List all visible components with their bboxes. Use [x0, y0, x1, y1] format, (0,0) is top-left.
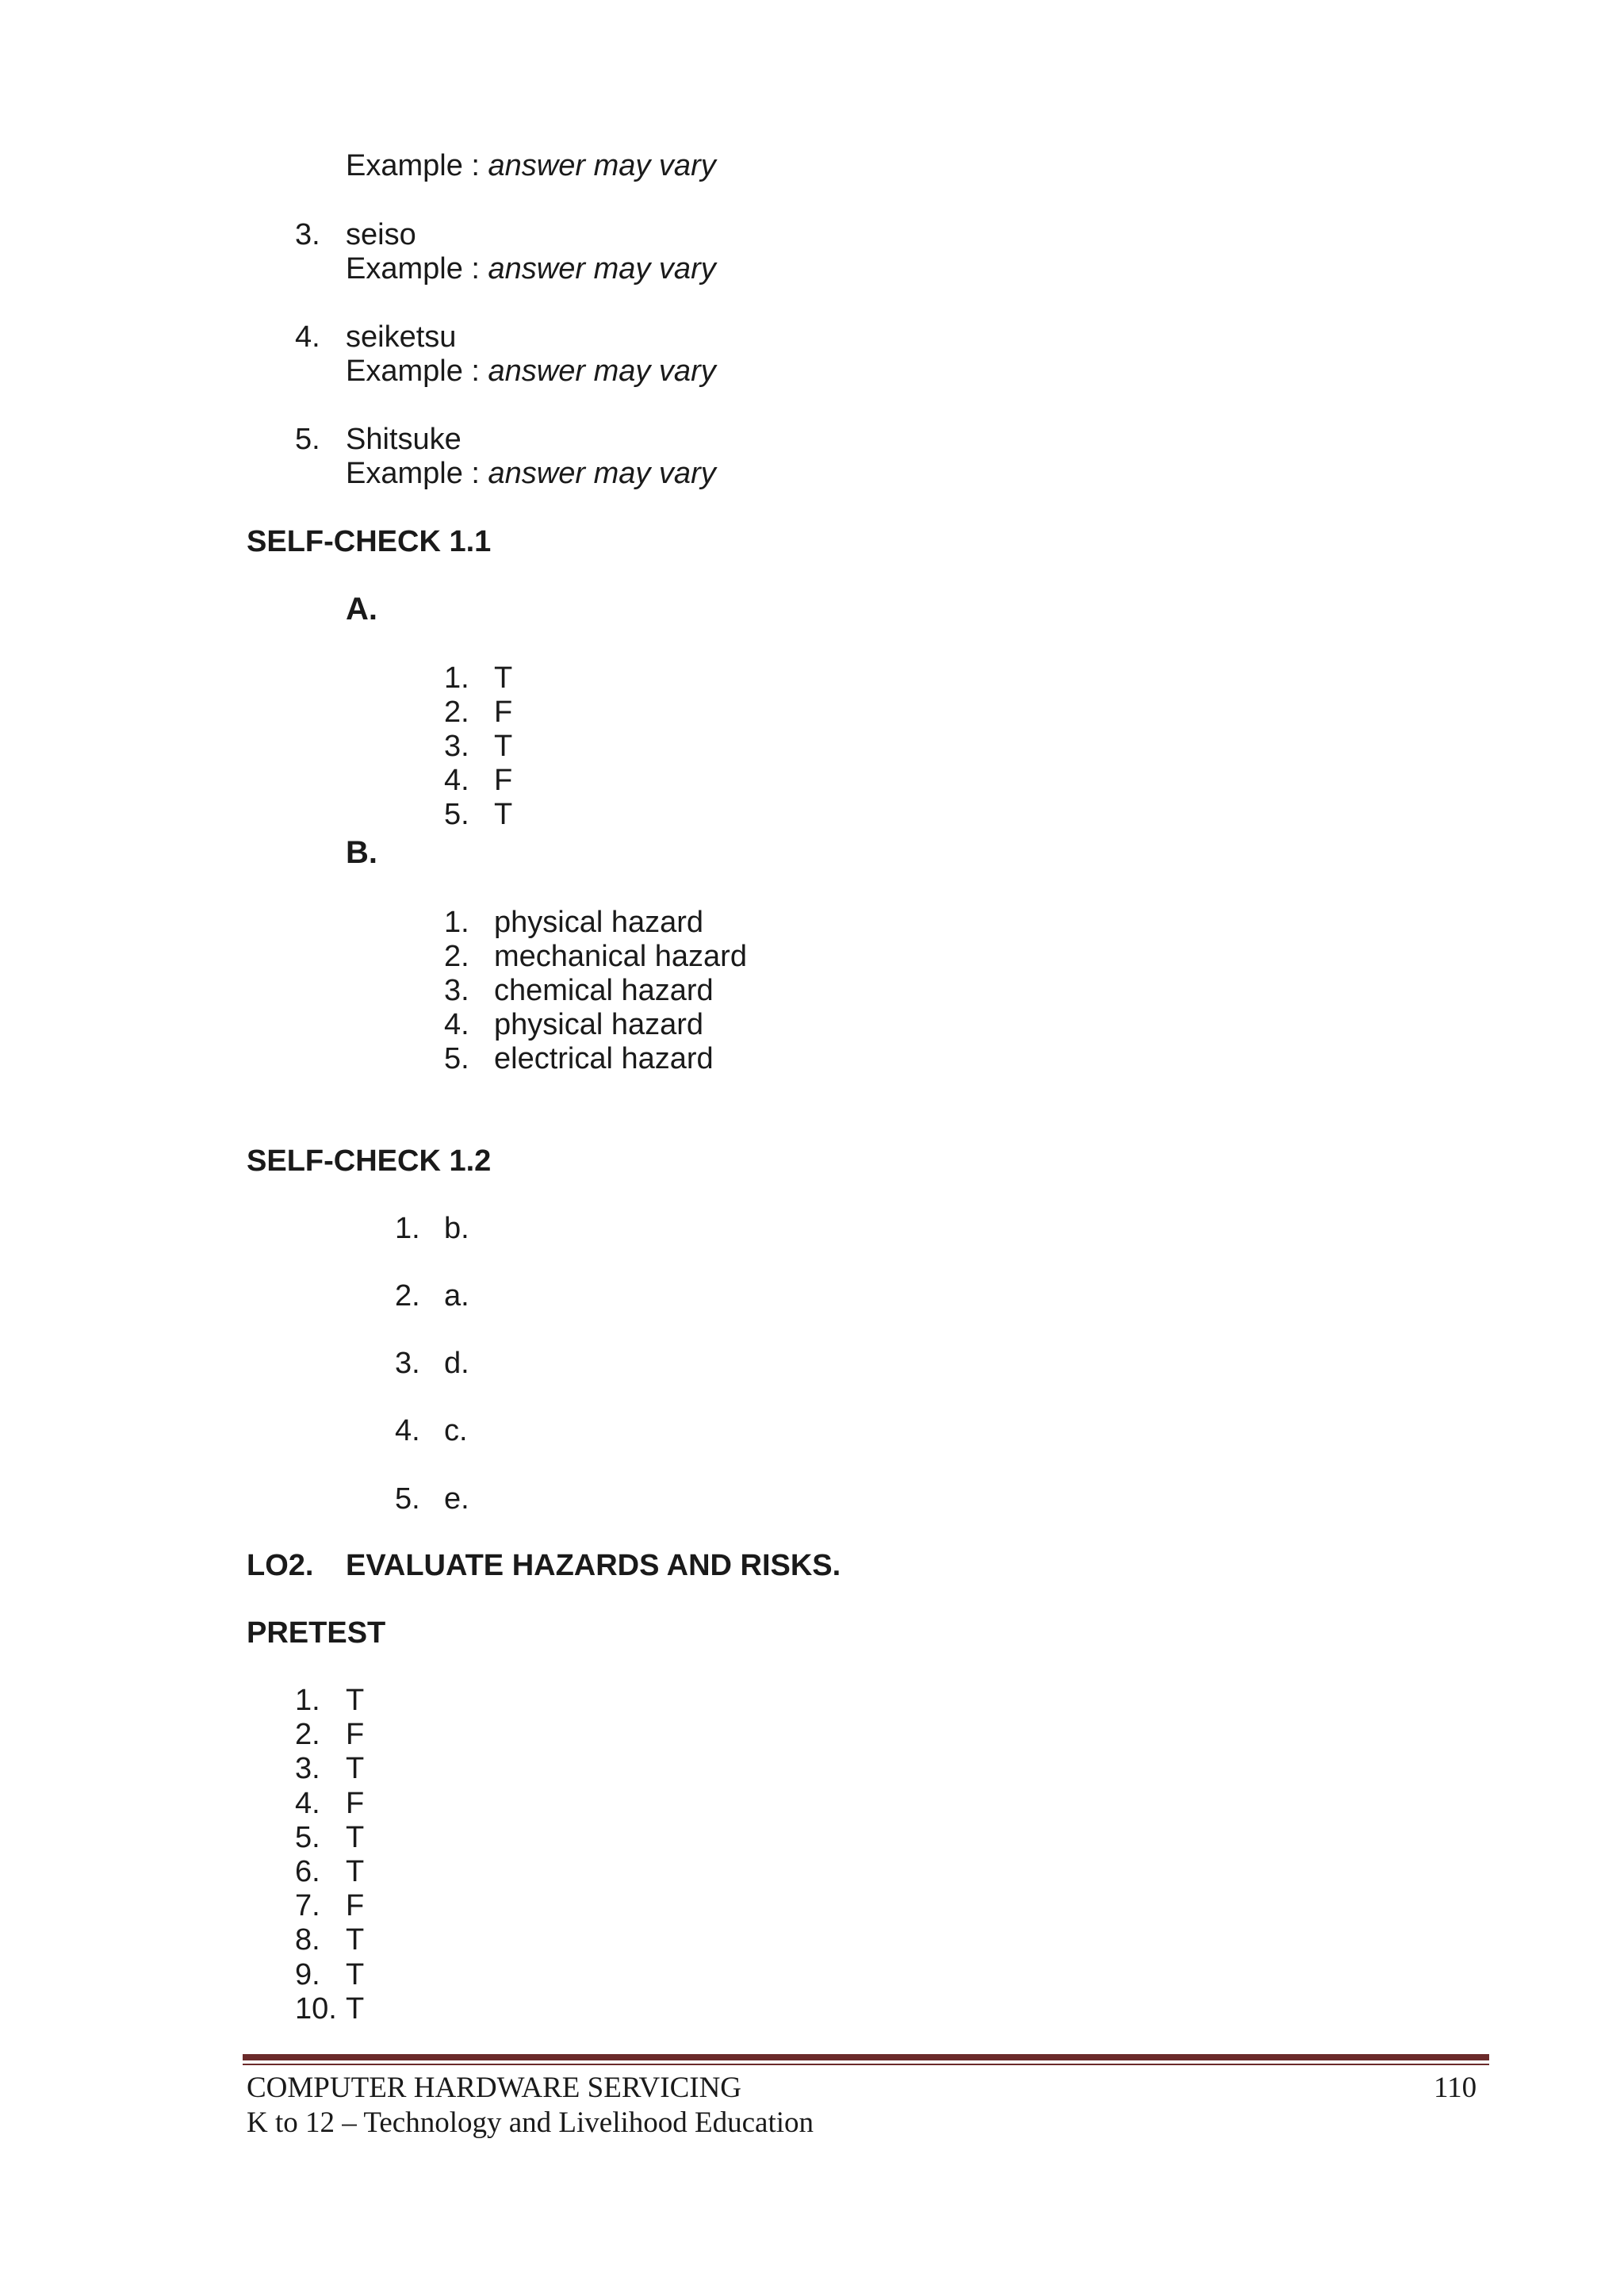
- lo-code: LO2.: [247, 1549, 314, 1582]
- answer-number: 5.: [444, 1042, 469, 1075]
- section-heading: PRETEST: [247, 1616, 386, 1650]
- answer-number: 2.: [444, 940, 469, 973]
- footer-rule-thick: [243, 2054, 1489, 2060]
- example-label: Example :: [346, 149, 488, 182]
- answer-number: 4.: [395, 1414, 420, 1447]
- answer-value: a.: [444, 1279, 469, 1313]
- answer-value: F: [346, 1889, 365, 1922]
- lo-title: EVALUATE HAZARDS AND RISKS.: [346, 1549, 841, 1582]
- answer-number: 7.: [295, 1889, 320, 1922]
- answer-number: 4.: [444, 764, 469, 797]
- answer-value: T: [494, 798, 513, 831]
- list-item-example: [346, 356, 716, 386]
- list-item-number: 3.: [295, 218, 320, 251]
- answer-number: 8.: [295, 1923, 320, 1957]
- answer-value: mechanical hazard: [494, 940, 747, 973]
- answer-value: T: [346, 1992, 365, 2026]
- page-number: 110: [1434, 2072, 1477, 2104]
- answer-number: 2.: [395, 1279, 420, 1313]
- part-label: B.: [346, 835, 377, 870]
- answer-value: T: [494, 661, 513, 695]
- list-item-term: seiketsu: [346, 320, 457, 354]
- footer-subtitle: K to 12 – Technology and Livelihood Education: [247, 2106, 814, 2139]
- answer-number: 4.: [444, 1008, 469, 1041]
- answer-value: d.: [444, 1347, 469, 1380]
- answer-value: T: [494, 730, 513, 763]
- answer-number: 3.: [395, 1347, 420, 1380]
- answer-value: physical hazard: [494, 906, 704, 939]
- footer-course: COMPUTER HARDWARE SERVICING: [247, 2072, 742, 2104]
- list-item-number: 5.: [295, 423, 320, 456]
- answer-number: 1.: [395, 1212, 420, 1245]
- answer-number: 4.: [295, 1787, 320, 1820]
- answer-value: T: [346, 1821, 365, 1854]
- answer-number: 6.: [295, 1855, 320, 1888]
- answer-number: 5.: [295, 1821, 320, 1854]
- answer-number: 2.: [295, 1718, 320, 1751]
- answer-number: 1.: [444, 661, 469, 695]
- list-item-example: [346, 254, 716, 284]
- answer-number: 10.: [295, 1992, 337, 2026]
- answer-value: c.: [444, 1414, 468, 1447]
- list-item-example: [346, 458, 716, 489]
- answer-value: F: [346, 1787, 365, 1820]
- example-label: Example :: [346, 252, 488, 286]
- answer-value: electrical hazard: [494, 1042, 714, 1075]
- example-value: answer may vary: [488, 355, 716, 388]
- answer-number: 2.: [444, 696, 469, 729]
- footer-rule-thin: [243, 2064, 1489, 2065]
- answer-value: T: [346, 1752, 365, 1785]
- example-value: answer may vary: [488, 149, 716, 182]
- section-heading: SELF-CHECK 1.1: [247, 525, 492, 558]
- example-value: answer may vary: [488, 252, 716, 286]
- answer-value: F: [494, 764, 513, 797]
- answer-number: 5.: [444, 798, 469, 831]
- example-label: Example :: [346, 457, 488, 490]
- answer-number: 1.: [444, 906, 469, 939]
- answer-number: 3.: [444, 730, 469, 763]
- answer-number: 5.: [395, 1482, 420, 1516]
- answer-number: 9.: [295, 1958, 320, 1991]
- answer-value: T: [346, 1684, 365, 1717]
- intro-example: [346, 151, 716, 181]
- list-item-term: Shitsuke: [346, 423, 462, 456]
- answer-number: 1.: [295, 1684, 320, 1717]
- list-item-term: seiso: [346, 218, 416, 251]
- answer-value: F: [346, 1718, 365, 1751]
- part-label: A.: [346, 592, 377, 627]
- answer-value: physical hazard: [494, 1008, 704, 1041]
- example-label: Example :: [346, 355, 488, 388]
- section-heading: SELF-CHECK 1.2: [247, 1144, 492, 1178]
- answer-value: b.: [444, 1212, 469, 1245]
- list-item-number: 4.: [295, 320, 320, 354]
- answer-number: 3.: [444, 974, 469, 1007]
- answer-value: e.: [444, 1482, 469, 1516]
- answer-value: F: [494, 696, 513, 729]
- answer-value: chemical hazard: [494, 974, 714, 1007]
- answer-number: 3.: [295, 1752, 320, 1785]
- example-value: answer may vary: [488, 457, 716, 490]
- answer-value: T: [346, 1923, 365, 1957]
- answer-value: T: [346, 1958, 365, 1991]
- answer-value: T: [346, 1855, 365, 1888]
